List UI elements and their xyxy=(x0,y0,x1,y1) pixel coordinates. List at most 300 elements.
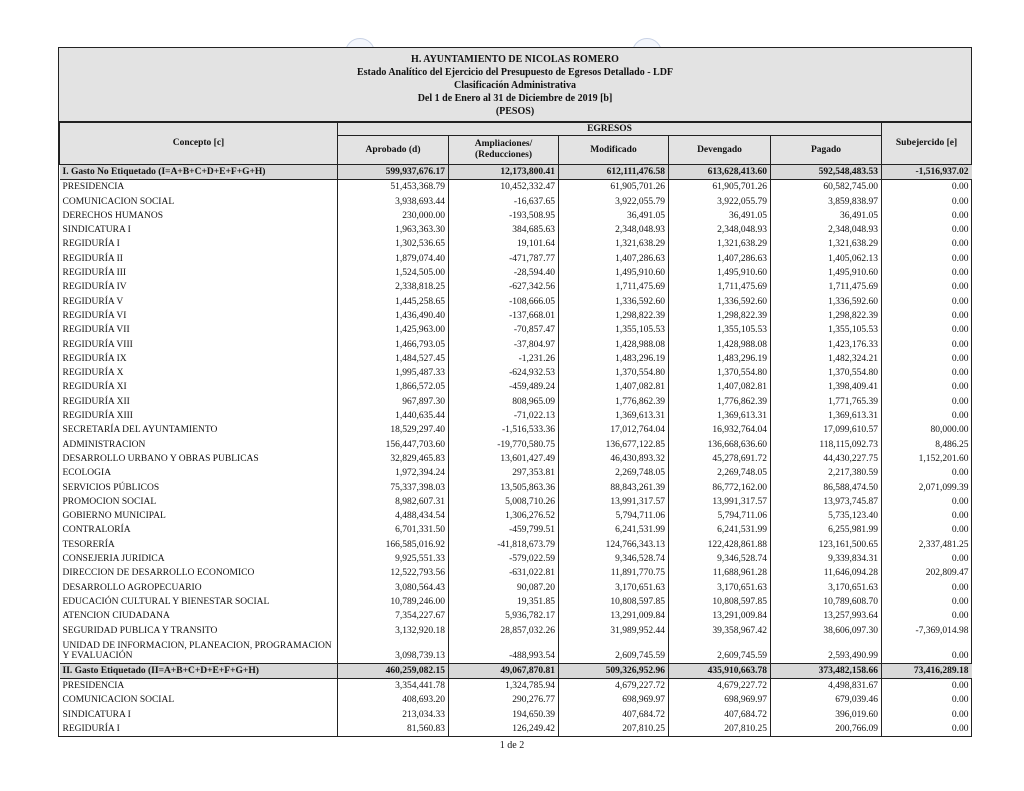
col-concepto: Concepto [c] xyxy=(60,123,338,165)
cell-concepto: REGIDURÍA VI xyxy=(60,309,338,323)
cell-ampliaciones: 10,452,332.47 xyxy=(449,180,559,195)
table-row xyxy=(60,438,972,452)
cell-aprobado: 408,693.20 xyxy=(338,693,449,707)
cell-ampliaciones: -627,342.56 xyxy=(449,280,559,294)
table-row xyxy=(60,481,972,495)
cell-subejercido: 0.00 xyxy=(951,239,969,250)
cell-modificado: 1,355,105.53 xyxy=(559,323,669,337)
cell-concepto: COMUNICACION SOCIAL xyxy=(60,195,338,209)
cell-aprobado: 1,972,394.24 xyxy=(338,466,449,480)
cell-ampliaciones: -193,508.95 xyxy=(449,209,559,223)
cell-subejercido: 0.00 xyxy=(951,253,969,264)
cell-devengado: 13,991,317.57 xyxy=(669,495,771,509)
cell-subejercido: 0.00 xyxy=(951,582,969,593)
table-row xyxy=(60,423,972,437)
table-row xyxy=(60,280,972,294)
cell-ampliaciones: -459,799.51 xyxy=(449,523,559,537)
table-row xyxy=(60,679,972,694)
cell-modificado: 6,241,531.99 xyxy=(559,523,669,537)
cell-ampliaciones: 1,306,276.52 xyxy=(449,509,559,523)
cell-concepto: DESARROLLO AGROPECUARIO xyxy=(60,581,338,595)
cell-aprobado: 1,440,635.44 xyxy=(338,409,449,423)
cell-devengado: 16,932,764.04 xyxy=(669,423,771,437)
cell-aprobado: 3,098,739.13 xyxy=(338,638,449,664)
cell-pagado: 592,548,483.53 xyxy=(771,165,882,180)
cell-ampliaciones: 12,173,800.41 xyxy=(449,165,559,180)
col-egresos: EGRESOS xyxy=(338,123,882,136)
cell-subejercido: 80,000.00 xyxy=(930,425,969,436)
cell-ampliaciones: -624,932.53 xyxy=(449,366,559,380)
cell-aprobado: 32,829,465.83 xyxy=(338,452,449,466)
cell-pagado: 6,255,981.99 xyxy=(771,523,882,537)
cell-ampliaciones: 13,505,863.36 xyxy=(449,481,559,495)
cell-pagado: 1,423,176.33 xyxy=(771,338,882,352)
cell-devengado: 45,278,691.72 xyxy=(669,452,771,466)
cell-aprobado: 1,445,258.65 xyxy=(338,295,449,309)
cell-modificado: 5,794,711.06 xyxy=(559,509,669,523)
table-row xyxy=(60,722,972,736)
cell-devengado: 698,969.97 xyxy=(669,693,771,707)
cell-concepto: SINDICATURA I xyxy=(60,223,338,237)
cell-aprobado: 6,701,331.50 xyxy=(338,523,449,537)
cell-pagado: 4,498,831.67 xyxy=(771,679,882,694)
cell-concepto: CONSEJERIA JURIDICA xyxy=(60,552,338,566)
cell-pagado: 86,588,474.50 xyxy=(771,481,882,495)
cell-concepto: PROMOCION SOCIAL xyxy=(60,495,338,509)
cell-ampliaciones: -41,818,673.79 xyxy=(449,538,559,552)
cell-pagado: 44,430,227.75 xyxy=(771,452,882,466)
cell-concepto: UNIDAD DE INFORMACION, PLANEACION, PROGRAMACION Y EVALUACIÓN xyxy=(60,638,338,664)
cell-subejercido: 0.00 xyxy=(951,651,969,662)
cell-devengado: 1,355,105.53 xyxy=(669,323,771,337)
cell-ampliaciones: 49,067,870.81 xyxy=(449,663,559,678)
cell-modificado: 1,428,988.08 xyxy=(559,338,669,352)
cell-modificado: 612,111,476.58 xyxy=(559,165,669,180)
cell-pagado: 10,789,608.70 xyxy=(771,595,882,609)
cell-modificado: 2,348,048.93 xyxy=(559,223,669,237)
cell-modificado: 31,989,952.44 xyxy=(559,624,669,638)
cell-modificado: 13,291,009.84 xyxy=(559,609,669,623)
cell-subejercido: -1,516,937.02 xyxy=(882,165,972,180)
cell-devengado: 11,688,961.28 xyxy=(669,566,771,580)
cell-devengado: 1,336,592.60 xyxy=(669,295,771,309)
cell-concepto: REGIDURÍA IV xyxy=(60,280,338,294)
cell-devengado: 1,321,638.29 xyxy=(669,237,771,251)
cell-modificado: 698,969.97 xyxy=(559,693,669,707)
cell-ampliaciones: 19,351.85 xyxy=(449,595,559,609)
cell-pagado: 38,606,097.30 xyxy=(771,624,882,638)
cell-modificado: 88,843,261.39 xyxy=(559,481,669,495)
cell-devengado: 1,776,862.39 xyxy=(669,395,771,409)
cell-subejercido: 0.00 xyxy=(951,596,969,607)
table-row xyxy=(60,223,972,237)
cell-ampliaciones: 126,249.42 xyxy=(449,722,559,736)
cell-modificado: 509,326,952.96 xyxy=(559,663,669,678)
cell-devengado: 407,684.72 xyxy=(669,708,771,722)
header-classification: Clasificación Administrativa xyxy=(454,80,576,91)
cell-ampliaciones: -1,516,533.36 xyxy=(449,423,559,437)
table-row xyxy=(60,252,972,266)
cell-subejercido: 73,416,289.18 xyxy=(882,663,972,678)
cell-subejercido: 0.00 xyxy=(951,268,969,279)
cell-ampliaciones: 28,857,032.26 xyxy=(449,624,559,638)
cell-aprobado: 8,982,607.31 xyxy=(338,495,449,509)
cell-aprobado: 9,925,551.33 xyxy=(338,552,449,566)
cell-concepto: PRESIDENCIA xyxy=(60,679,338,694)
cell-devengado: 86,772,162.00 xyxy=(669,481,771,495)
cell-ampliaciones: 19,101.64 xyxy=(449,237,559,251)
cell-ampliaciones: -471,787.77 xyxy=(449,252,559,266)
cell-modificado: 2,609,745.59 xyxy=(559,638,669,664)
cell-modificado: 61,905,701.26 xyxy=(559,180,669,195)
col-devengado: Devengado xyxy=(669,136,771,165)
cell-subejercido: 0.00 xyxy=(951,325,969,336)
cell-subejercido: 0.00 xyxy=(951,296,969,307)
cell-subejercido: 0.00 xyxy=(951,282,969,293)
cell-concepto: DIRECCION DE DESARROLLO ECONOMICO xyxy=(60,566,338,580)
cell-devengado: 3,922,055.79 xyxy=(669,195,771,209)
col-subejercido: Subejercido [e] xyxy=(882,123,972,165)
cell-subejercido: 0.00 xyxy=(951,723,969,734)
cell-ampliaciones: -108,666.05 xyxy=(449,295,559,309)
cell-devengado: 122,428,861.88 xyxy=(669,538,771,552)
cell-pagado: 1,336,592.60 xyxy=(771,295,882,309)
cell-devengado: 1,369,613.31 xyxy=(669,409,771,423)
cell-concepto: REGIDURÍA XI xyxy=(60,380,338,394)
cell-subejercido: 0.00 xyxy=(951,695,969,706)
cell-devengado: 13,291,009.84 xyxy=(669,609,771,623)
cell-subejercido: 0.00 xyxy=(951,611,969,622)
cell-pagado: 1,370,554.80 xyxy=(771,366,882,380)
cell-devengado: 3,170,651.63 xyxy=(669,581,771,595)
cell-pagado: 5,735,123.40 xyxy=(771,509,882,523)
cell-pagado: 1,398,409.41 xyxy=(771,380,882,394)
table-row xyxy=(60,309,972,323)
cell-concepto: REGIDURÍA I xyxy=(60,237,338,251)
cell-subejercido: 0.00 xyxy=(951,468,969,479)
table-row xyxy=(60,237,972,251)
cell-devengado: 1,298,822.39 xyxy=(669,309,771,323)
table-row xyxy=(60,352,972,366)
cell-concepto: DESARROLLO URBANO Y OBRAS PUBLICAS xyxy=(60,452,338,466)
cell-modificado: 1,336,592.60 xyxy=(559,295,669,309)
cell-pagado: 1,482,324.21 xyxy=(771,352,882,366)
col-pagado: Pagado xyxy=(771,136,882,165)
cell-aprobado: 1,995,487.33 xyxy=(338,366,449,380)
cell-subejercido: 2,071,099.39 xyxy=(918,482,969,493)
cell-concepto: SECRETARÍA DEL AYUNTAMIENTO xyxy=(60,423,338,437)
cell-modificado: 207,810.25 xyxy=(559,722,669,736)
cell-aprobado: 230,000.00 xyxy=(338,209,449,223)
cell-pagado: 17,099,610.57 xyxy=(771,423,882,437)
cell-concepto: REGIDURÍA XIII xyxy=(60,409,338,423)
table-row xyxy=(60,595,972,609)
cell-pagado: 3,170,651.63 xyxy=(771,581,882,595)
table-row xyxy=(60,323,972,337)
budget-table xyxy=(59,122,972,736)
cell-modificado: 10,808,597.85 xyxy=(559,595,669,609)
cell-subejercido: 0.00 xyxy=(951,196,969,207)
table-row-total xyxy=(60,663,972,678)
cell-subejercido: 0.00 xyxy=(951,310,969,321)
cell-aprobado: 3,938,693.44 xyxy=(338,195,449,209)
cell-ampliaciones: -1,231.26 xyxy=(449,352,559,366)
cell-modificado: 1,370,554.80 xyxy=(559,366,669,380)
cell-aprobado: 75,337,398.03 xyxy=(338,481,449,495)
cell-concepto: GOBIERNO MUNICIPAL xyxy=(60,509,338,523)
cell-subejercido: 1,152,201.60 xyxy=(918,453,969,464)
cell-devengado: 10,808,597.85 xyxy=(669,595,771,609)
cell-devengado: 1,407,286.63 xyxy=(669,252,771,266)
table-row xyxy=(60,693,972,707)
table-row xyxy=(60,523,972,537)
cell-modificado: 407,684.72 xyxy=(559,708,669,722)
cell-pagado: 1,711,475.69 xyxy=(771,280,882,294)
cell-aprobado: 213,034.33 xyxy=(338,708,449,722)
cell-subejercido: 0.00 xyxy=(951,681,969,692)
cell-aprobado: 1,963,363.30 xyxy=(338,223,449,237)
cell-pagado: 2,593,490.99 xyxy=(771,638,882,664)
cell-pagado: 1,298,822.39 xyxy=(771,309,882,323)
cell-concepto: COMUNICACION SOCIAL xyxy=(60,693,338,707)
cell-pagado: 1,495,910.60 xyxy=(771,266,882,280)
page-number: 1 de 2 xyxy=(499,740,525,751)
cell-modificado: 1,495,910.60 xyxy=(559,266,669,280)
cell-ampliaciones: -579,022.59 xyxy=(449,552,559,566)
cell-devengado: 435,910,663.78 xyxy=(669,663,771,678)
budget-report xyxy=(58,47,972,737)
cell-ampliaciones: 194,650.39 xyxy=(449,708,559,722)
cell-devengado: 1,428,988.08 xyxy=(669,338,771,352)
report-header xyxy=(59,48,971,122)
cell-ampliaciones: -70,857.47 xyxy=(449,323,559,337)
cell-aprobado: 7,354,227.67 xyxy=(338,609,449,623)
cell-subejercido: 8,486.25 xyxy=(935,439,969,450)
table-row xyxy=(60,452,972,466)
cell-subejercido: 2,337,481.25 xyxy=(918,539,969,550)
cell-pagado: 11,646,094.28 xyxy=(771,566,882,580)
cell-pagado: 3,859,838.97 xyxy=(771,195,882,209)
cell-concepto: PRESIDENCIA xyxy=(60,180,338,195)
cell-devengado: 39,358,967.42 xyxy=(669,624,771,638)
cell-devengado: 2,269,748.05 xyxy=(669,466,771,480)
cell-pagado: 373,482,158.66 xyxy=(771,663,882,678)
cell-aprobado: 51,453,368.79 xyxy=(338,180,449,195)
table-row xyxy=(60,638,972,664)
cell-modificado: 2,269,748.05 xyxy=(559,466,669,480)
cell-subejercido: 0.00 xyxy=(951,525,969,536)
table-row xyxy=(60,395,972,409)
cell-subejercido: -7,369,014.98 xyxy=(915,625,969,636)
cell-subejercido: 0.00 xyxy=(951,511,969,522)
cell-aprobado: 1,302,536.65 xyxy=(338,237,449,251)
table-row xyxy=(60,338,972,352)
cell-modificado: 17,012,764.04 xyxy=(559,423,669,437)
cell-ampliaciones: -137,668.01 xyxy=(449,309,559,323)
cell-concepto: REGIDURÍA VIII xyxy=(60,338,338,352)
header-title: Estado Analítico del Ejercicio del Presupuesto de Egresos Detallado - LDF xyxy=(356,67,674,78)
cell-modificado: 36,491.05 xyxy=(559,209,669,223)
cell-devengado: 4,679,227.72 xyxy=(669,679,771,694)
table-row xyxy=(60,566,972,580)
table-row xyxy=(60,295,972,309)
cell-concepto: ADMINISTRACION xyxy=(60,438,338,452)
table-row xyxy=(60,409,972,423)
cell-modificado: 124,766,343.13 xyxy=(559,538,669,552)
cell-devengado: 613,628,413.60 xyxy=(669,165,771,180)
cell-aprobado: 460,259,082.15 xyxy=(338,663,449,678)
table-row xyxy=(60,209,972,223)
cell-pagado: 1,771,765.39 xyxy=(771,395,882,409)
cell-devengado: 1,711,475.69 xyxy=(669,280,771,294)
cell-pagado: 2,217,380.59 xyxy=(771,466,882,480)
cell-aprobado: 10,789,246.00 xyxy=(338,595,449,609)
cell-aprobado: 4,488,434.54 xyxy=(338,509,449,523)
cell-aprobado: 3,354,441.78 xyxy=(338,679,449,694)
cell-concepto: CONTRALORÍA xyxy=(60,523,338,537)
cell-modificado: 136,677,122.85 xyxy=(559,438,669,452)
table-row-total xyxy=(60,165,972,180)
cell-ampliaciones: 5,008,710.26 xyxy=(449,495,559,509)
cell-subejercido: 0.00 xyxy=(951,411,969,422)
cell-ampliaciones: 297,353.81 xyxy=(449,466,559,480)
table-row xyxy=(60,266,972,280)
cell-devengado: 1,407,082.81 xyxy=(669,380,771,394)
cell-concepto: REGIDURÍA III xyxy=(60,266,338,280)
cell-aprobado: 156,447,703.60 xyxy=(338,438,449,452)
cell-pagado: 123,161,500.65 xyxy=(771,538,882,552)
cell-modificado: 1,369,613.31 xyxy=(559,409,669,423)
cell-modificado: 1,407,082.81 xyxy=(559,380,669,394)
cell-subejercido: 0.00 xyxy=(951,353,969,364)
cell-ampliaciones: 808,965.09 xyxy=(449,395,559,409)
cell-subejercido: 0.00 xyxy=(951,182,969,193)
cell-aprobado: 1,425,963.00 xyxy=(338,323,449,337)
cell-devengado: 9,346,528.74 xyxy=(669,552,771,566)
table-row xyxy=(60,380,972,394)
cell-concepto: DERECHOS HUMANOS xyxy=(60,209,338,223)
cell-aprobado: 3,080,564.43 xyxy=(338,581,449,595)
cell-pagado: 679,039.46 xyxy=(771,693,882,707)
cell-ampliaciones: -28,594.40 xyxy=(449,266,559,280)
cell-modificado: 1,711,475.69 xyxy=(559,280,669,294)
cell-pagado: 60,582,745.00 xyxy=(771,180,882,195)
cell-modificado: 4,679,227.72 xyxy=(559,679,669,694)
cell-pagado: 13,257,993.64 xyxy=(771,609,882,623)
cell-devengado: 1,495,910.60 xyxy=(669,266,771,280)
cell-aprobado: 1,866,572.05 xyxy=(338,380,449,394)
table-row xyxy=(60,466,972,480)
cell-concepto: ECOLOGIA xyxy=(60,466,338,480)
cell-devengado: 1,483,296.19 xyxy=(669,352,771,366)
cell-modificado: 1,407,286.63 xyxy=(559,252,669,266)
cell-devengado: 2,609,745.59 xyxy=(669,638,771,664)
table-row xyxy=(60,509,972,523)
cell-aprobado: 12,522,793.56 xyxy=(338,566,449,580)
cell-devengado: 207,810.25 xyxy=(669,722,771,736)
table-row xyxy=(60,624,972,638)
cell-concepto: SINDICATURA I xyxy=(60,708,338,722)
col-ampliaciones: Ampliaciones/ (Reducciones) xyxy=(449,136,559,165)
cell-pagado: 1,321,638.29 xyxy=(771,237,882,251)
cell-aprobado: 967,897.30 xyxy=(338,395,449,409)
cell-modificado: 3,922,055.79 xyxy=(559,195,669,209)
cell-subejercido: 0.00 xyxy=(951,496,969,507)
cell-aprobado: 2,338,818.25 xyxy=(338,280,449,294)
cell-aprobado: 1,436,490.40 xyxy=(338,309,449,323)
cell-devengado: 1,370,554.80 xyxy=(669,366,771,380)
cell-devengado: 136,668,636.60 xyxy=(669,438,771,452)
cell-aprobado: 18,529,297.40 xyxy=(338,423,449,437)
cell-ampliaciones: -16,637.65 xyxy=(449,195,559,209)
cell-subejercido: 0.00 xyxy=(951,368,969,379)
cell-ampliaciones: 5,936,782.17 xyxy=(449,609,559,623)
cell-ampliaciones: -71,022.13 xyxy=(449,409,559,423)
col-aprobado: Aprobado (d) xyxy=(338,136,449,165)
cell-ampliaciones: 13,601,427.49 xyxy=(449,452,559,466)
cell-ampliaciones: -488,993.54 xyxy=(449,638,559,664)
cell-concepto: REGIDURÍA X xyxy=(60,366,338,380)
cell-modificado: 1,321,638.29 xyxy=(559,237,669,251)
cell-modificado: 9,346,528.74 xyxy=(559,552,669,566)
cell-pagado: 1,405,062.13 xyxy=(771,252,882,266)
cell-aprobado: 1,466,793.05 xyxy=(338,338,449,352)
cell-ampliaciones: -459,489.24 xyxy=(449,380,559,394)
cell-concepto: SEGURIDAD PUBLICA Y TRANSITO xyxy=(60,624,338,638)
cell-ampliaciones: 384,685.63 xyxy=(449,223,559,237)
cell-aprobado: 1,484,527.45 xyxy=(338,352,449,366)
cell-modificado: 13,991,317.57 xyxy=(559,495,669,509)
cell-concepto: REGIDURÍA I xyxy=(60,722,338,736)
cell-concepto: II. Gasto Etiquetado (II=A+B+C+D+E+F+G+H) xyxy=(60,663,338,678)
cell-modificado: 1,776,862.39 xyxy=(559,395,669,409)
cell-pagado: 396,019.60 xyxy=(771,708,882,722)
cell-aprobado: 599,937,676.17 xyxy=(338,165,449,180)
table-row xyxy=(60,366,972,380)
cell-pagado: 9,339,834.31 xyxy=(771,552,882,566)
cell-aprobado: 1,879,074.40 xyxy=(338,252,449,266)
cell-subejercido: 0.00 xyxy=(951,339,969,350)
table-row xyxy=(60,708,972,722)
table-row xyxy=(60,581,972,595)
cell-aprobado: 1,524,505.00 xyxy=(338,266,449,280)
header-period: Del 1 de Enero al 31 de Diciembre de 2019 [b] xyxy=(417,93,613,104)
table-row xyxy=(60,609,972,623)
cell-ampliaciones: -37,804.97 xyxy=(449,338,559,352)
cell-concepto: EDUCACIÓN CULTURAL Y BIENESTAR SOCIAL xyxy=(60,595,338,609)
header-entity: H. AYUNTAMIENTO DE NICOLAS ROMERO xyxy=(411,54,619,65)
cell-devengado: 61,905,701.26 xyxy=(669,180,771,195)
table-body xyxy=(60,165,972,737)
cell-pagado: 1,355,105.53 xyxy=(771,323,882,337)
cell-concepto: TESORERÍA xyxy=(60,538,338,552)
cell-concepto: I. Gasto No Etiquetado (I=A+B+C+D+E+F+G+H) xyxy=(60,165,338,180)
cell-modificado: 1,483,296.19 xyxy=(559,352,669,366)
table-row xyxy=(60,552,972,566)
cell-modificado: 46,430,893.32 xyxy=(559,452,669,466)
cell-concepto: SERVICIOS PÚBLICOS xyxy=(60,481,338,495)
cell-concepto: REGIDURÍA VII xyxy=(60,323,338,337)
cell-subejercido: 0.00 xyxy=(951,709,969,720)
cell-subejercido: 0.00 xyxy=(951,210,969,221)
cell-concepto: REGIDURÍA II xyxy=(60,252,338,266)
cell-devengado: 6,241,531.99 xyxy=(669,523,771,537)
cell-ampliaciones: 290,276.77 xyxy=(449,693,559,707)
cell-concepto: REGIDURÍA XII xyxy=(60,395,338,409)
table-row xyxy=(60,538,972,552)
cell-modificado: 3,170,651.63 xyxy=(559,581,669,595)
cell-subejercido: 0.00 xyxy=(951,396,969,407)
